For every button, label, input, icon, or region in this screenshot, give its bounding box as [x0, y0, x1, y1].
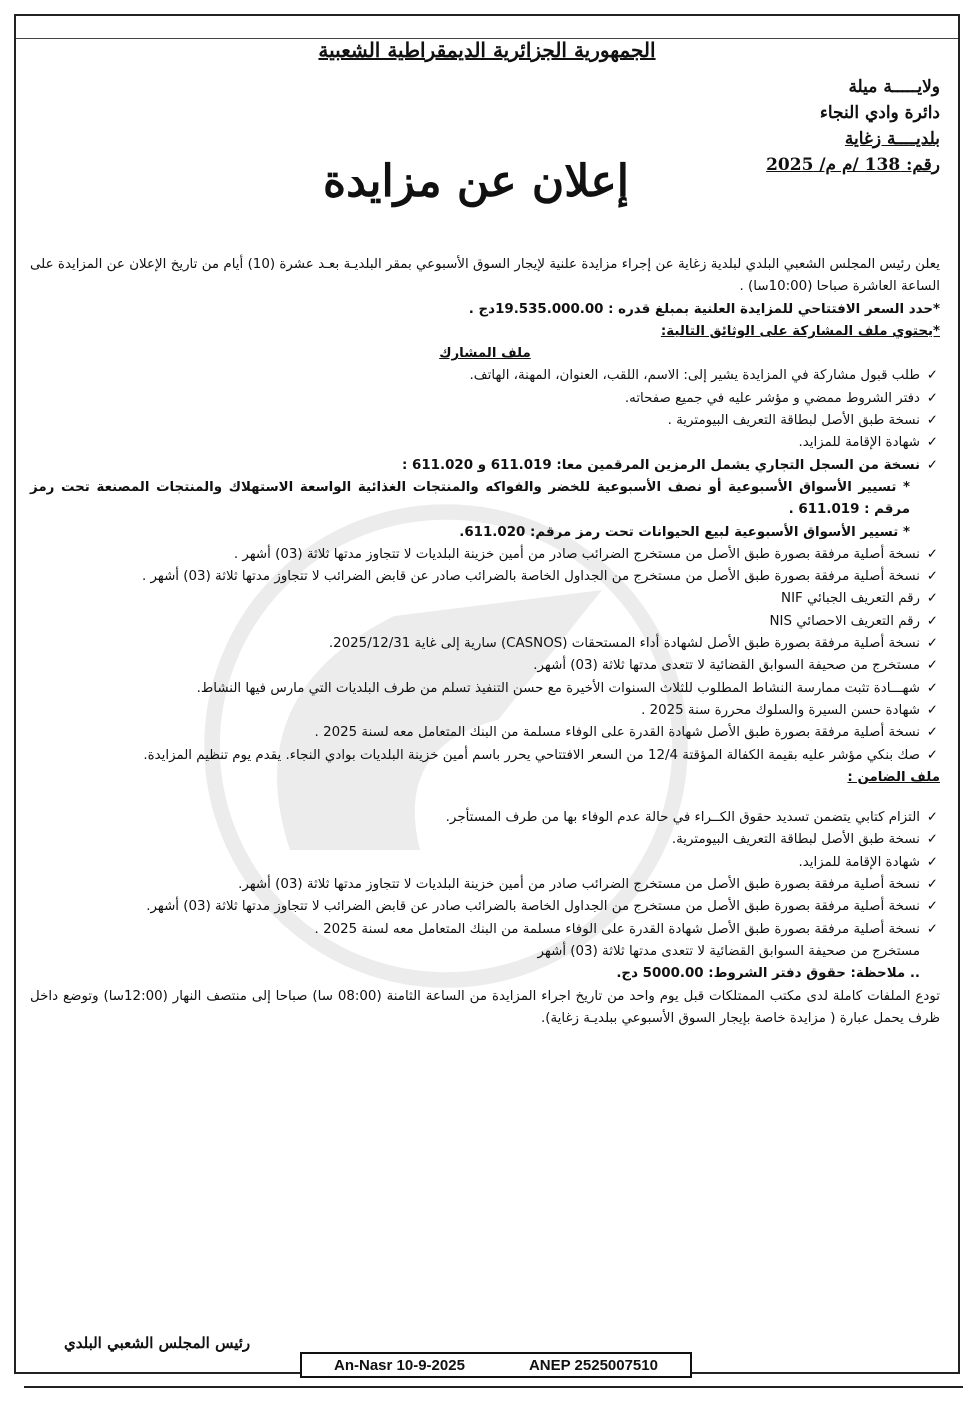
republic-heading: الجمهورية الجزائرية الديمقراطية الشعبية — [318, 38, 656, 62]
documents-intro: *يحتوي ملف المشاركة على الوثائق التالية: — [660, 323, 940, 339]
anep-number: ANEP 2525007510 — [528, 1356, 658, 1374]
list-item: ✓ شهادة حسن السيرة والسلوك محررة سنة 2025 . — [30, 700, 940, 722]
sub-item: * تسيير الأسواق الأسبوعية أو نصف الأسبوعية للخضر والفواكه والمنتجات الغذائية الواسعة الاستهلاك والمنتجات المصنعة تحت رمز مرقم : 611.019 . — [30, 479, 910, 518]
starting-price: *حدد السعر الافتتاحي للمزايدة العلنية بمبلغ قدره : 19.535.000.00دج . — [468, 301, 940, 317]
deposit-paragraph: تودع الملفات كاملة لدى مكتب الممتلكات قبل يوم واحد من تاريخ اجراء المزايدة من الساعة الثامنة (08:00 سا) صباحا إلى منتصف النهار (12:00سا) وتوضع داخل ظرف يحمل عبارة ( مزايدة خاصة بإيجار السوق الأسبوعي ببلديـة زغاية). — [30, 988, 940, 1026]
list-item: ✓ رقم التعريف الاحصائي NIS — [30, 611, 940, 633]
participant-file-list — [30, 365, 940, 476]
signature: رئيس المجلس الشعبي البلدي — [64, 1334, 251, 1352]
list-item: ✓ شهادة الإقامة للمزايد. — [30, 432, 940, 454]
list-item: ✓ نسخة أصلية مرفقة بصورة طبق الأصل من مستخرج الضرائب صادر من أمين خزينة البلديات لا تتجاوز مدتها ثلاثة (03) أشهر . — [30, 544, 940, 566]
wilaya-line: ولايـــــة ميلة — [848, 77, 940, 97]
list-item: ✓ طلب قبول مشاركة في المزايدة يشير إلى: الاسم، اللقب، العنوان، المهنة، الهاتف. — [30, 365, 940, 387]
guarantor-file-title: ملف الضامن : — [847, 769, 940, 785]
intro-paragraph: يعلن رئيس المجلس الشعبي البلدي لبلدية زغاية عن إجراء مزايدة علنية لإيجار السوق الأسبوعي بمقر البلديـة بعـد عشرة (10) أيام من تاريخ الإعلان عن المزايدة على الساعة العاشرة صباحا (10:00سا) . — [30, 257, 940, 295]
guarantor-extra: مستخرج من صحيفة السوابق القضائية لا تتعدى مدتها ثلاثة (03) أشهر — [537, 943, 920, 959]
list-item: ✓ نسخة أصلية مرفقة بصورة طبق الأصل من مستخرج الضرائب صادر من أمين خزينة البلديات لا تتجاوز مدتها ثلاثة (03) أشهر. — [30, 874, 940, 896]
list-item: ✓ نسخة أصلية مرفقة بصورة طبق الأصل لشهادة أداء المستحقات (CASNOS) سارية إلى غاية 2025/12/31. — [30, 633, 940, 655]
list-item: ✓ نسخة أصلية مرفقة بصورة طبق الأصل من مستخرج من الجداول الخاصة بالضرائب صادر عن قابض الضرائب لا تتجاوز مدتها ثلاثة (03) أشهر. — [30, 896, 940, 918]
sub-item: * تسيير الأسواق الأسبوعية لبيع الحيوانات تحت رمز مرقم: 611.020. — [459, 524, 910, 540]
fees-note: .. ملاحظة: حقوق دفتر الشروط: 5000.00 دج. — [616, 966, 920, 982]
participant-file-title: ملف المشارك — [439, 346, 531, 362]
list-item: ✓ نسخة طبق الأصل لبطاقة التعريف البيومترية . — [30, 410, 940, 432]
list-item: ✓ دفتر الشروط ممضي و مؤشر عليه في جميع صفحاته. — [30, 388, 940, 410]
daira-line: دائرة وادي النجاء — [819, 103, 940, 123]
list-item: ✓ صك بنكي مؤشر عليه بقيمة الكفالة المؤقتة 12/4 من السعر الافتتاحي يحرر باسم أمين خزينة البلديات بوادي النجاء. يقدم يوم تنظيم المزايدة. — [30, 745, 940, 767]
list-item: ✓ شهـــادة تثبت ممارسة النشاط المطلوب للثلاث السنوات الأخيرة مع حسن التنفيذ تسلم من طرف البلديات التي مارس فيها النشاط. — [30, 678, 940, 700]
guarantor-file-list — [30, 807, 940, 941]
announcement-page — [14, 14, 960, 1374]
administrative-header — [690, 74, 940, 178]
list-item: ✓ شهادة الإقامة للمزايد. — [30, 852, 940, 874]
commune-line: بلديــــة زغاية — [844, 129, 940, 149]
announcement-body — [30, 254, 940, 1030]
list-item: ✓ نسخة أصلية مرفقة بصورة طبق الأصل شهادة القدرة على الوفاء مسلمة من البنك المتعامل معه لسنة 2025 . — [30, 722, 940, 744]
list-item: ✓ التزام كتابي يتضمن تسديد حقوق الكــراء في حالة عدم الوفاء بها من طرف المستأجر. — [30, 807, 940, 829]
reference-number: رقم: 138 /م م/ 2025 — [766, 155, 940, 175]
list-item: ✓ نسخة أصلية مرفقة بصورة طبق الأصل شهادة القدرة على الوفاء مسلمة من البنك المتعامل معه لسنة 2025 . — [30, 919, 940, 941]
bottom-rule — [24, 1386, 963, 1388]
participant-file-list-continued — [30, 544, 940, 767]
top-rule — [16, 16, 958, 39]
publication-footer — [300, 1352, 692, 1378]
list-item: ✓ نسخة أصلية مرفقة بصورة طبق الأصل من مستخرج من الجداول الخاصة بالضرائب صادر عن قابض الضرائب لا تتجاوز مدتها ثلاثة (03) أشهر . — [30, 566, 940, 588]
newspaper-date: An-Nasr 10-9-2025 — [334, 1356, 465, 1374]
list-item: ✓ رقم التعريف الجبائي NIF — [30, 588, 940, 610]
list-item: ✓ نسخة طبق الأصل لبطاقة التعريف البيومترية. — [30, 829, 940, 851]
list-item: ✓ مستخرج من صحيفة السوابق القضائية لا تتعدى مدتها ثلاثة (03) أشهر. — [30, 655, 940, 677]
list-item: ✓ نسخة من السجل التجاري يشمل الرمزين المرقمين معا: 611.019 و 611.020 : — [30, 455, 940, 477]
document-title: إعلان عن مزايدة — [323, 156, 629, 207]
